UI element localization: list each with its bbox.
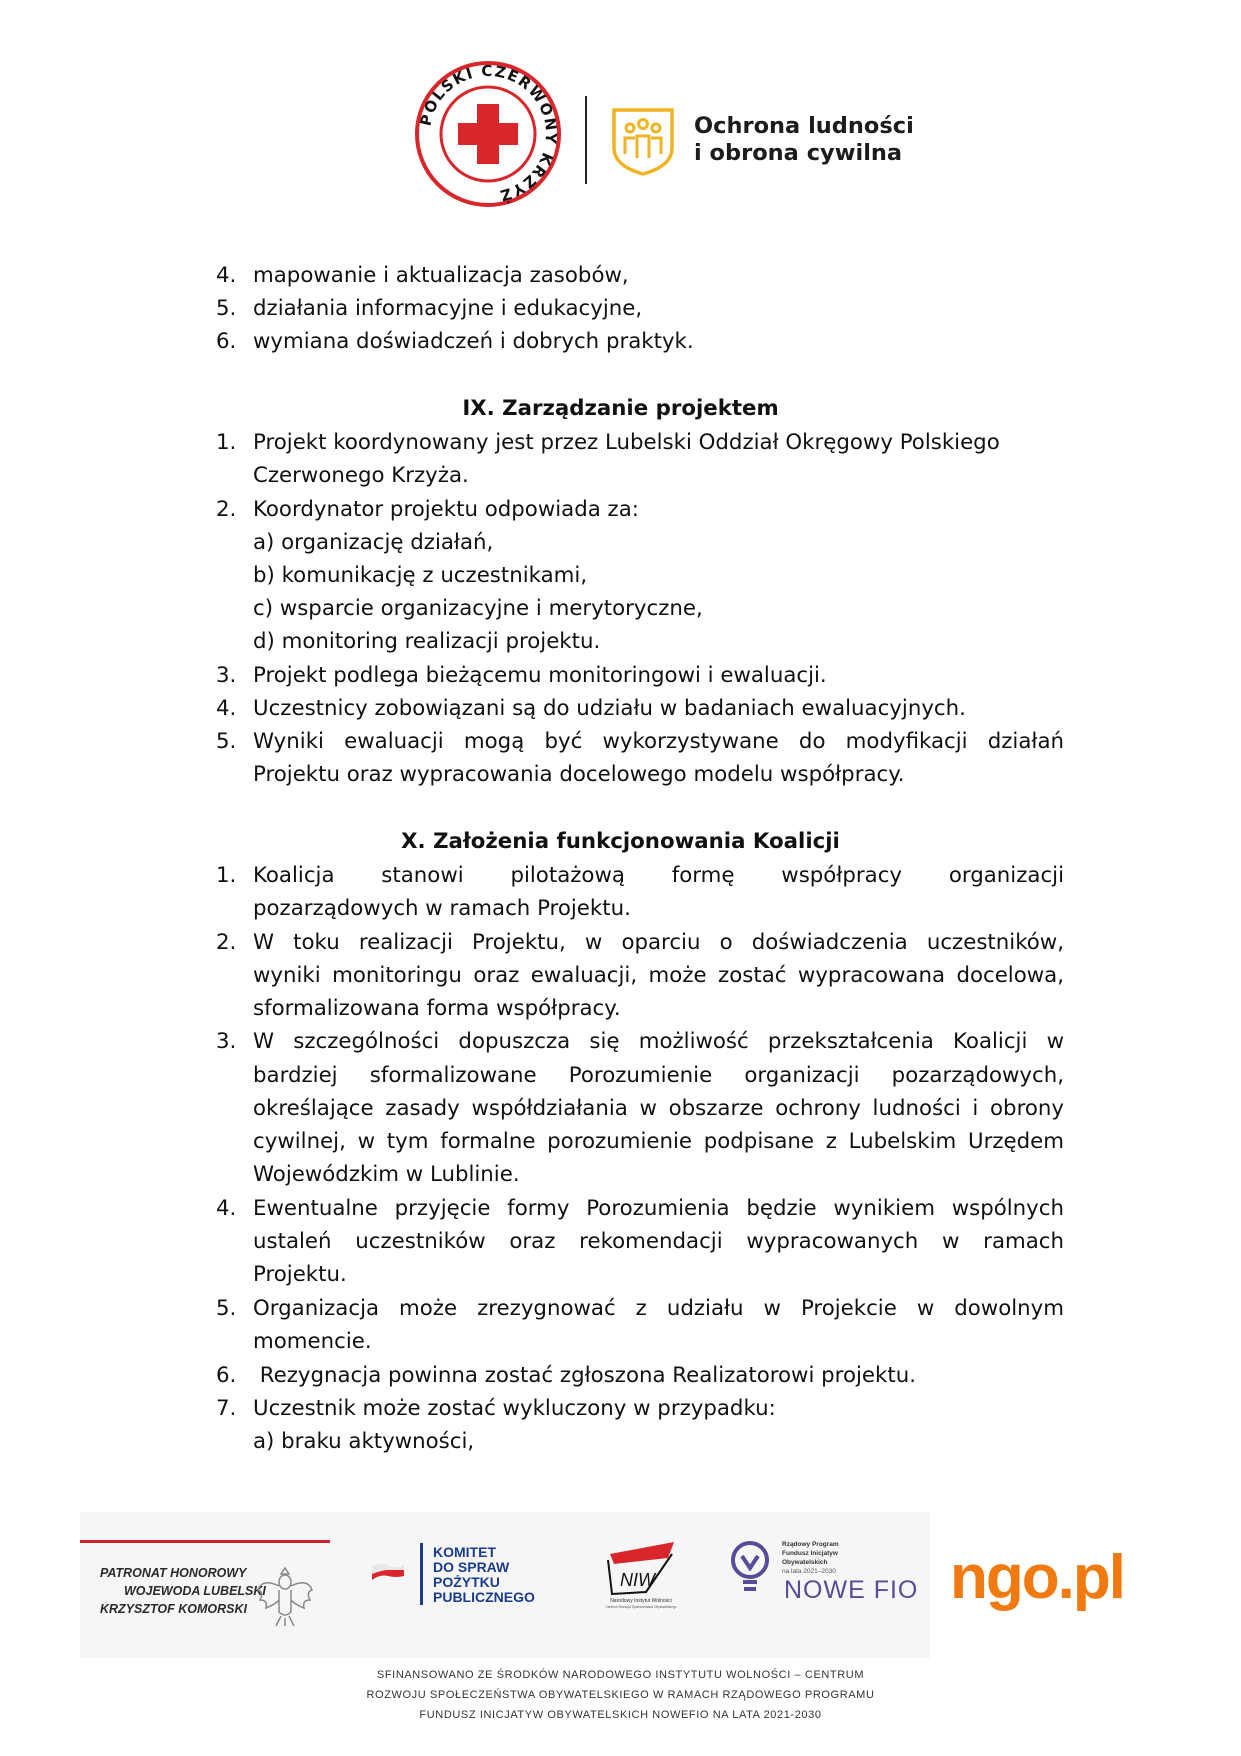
section-heading: IX. Zarządzanie projektem [462, 396, 779, 421]
komitet-line3: POŻYTKU [433, 1574, 500, 1590]
list-item-text: wymiana doświadczeń i dobrych praktyk. [253, 329, 694, 354]
fio-caption-line3: Obywatelskich [782, 1559, 828, 1566]
list-item-text: Koalicja stanowi pilotażową formę współpracy organizacji [253, 863, 1064, 888]
list-item-text: pozarządowych w ramach Projektu. [253, 896, 631, 921]
list-item-text: Wyniki ewaluacji mogą być wykorzystywane do modyfikacji działań [253, 729, 1064, 754]
lightbulb-icon [728, 1540, 772, 1598]
funding-note-line3: FUNDUSZ INICJATYW OBYWATELSKICH NOWEFIO NA LATA 2021-2030 [419, 1709, 822, 1721]
header-divider [585, 96, 587, 184]
list-number: 7. [216, 1396, 237, 1421]
komitet-line1: KOMITET [433, 1544, 496, 1560]
niw-caption-line2: Centrum Rozwoju Społeczeństwa Obywatelskiego [605, 1605, 677, 1609]
list-item-text: Wojewódzkim w Lublinie. [253, 1162, 520, 1187]
pck-ring-text: POLSKI CZERWONY KRZYŻ [416, 61, 561, 205]
patronat-line1: PATRONAT HONOROWY [100, 1566, 247, 1580]
section-heading: X. Założenia funkcjonowania Koalicji [401, 829, 840, 854]
sub-item-text: b) komunikację z uczestnikami, [253, 563, 588, 588]
funding-note-line2: ROZWOJU SPOŁECZEŃSTWA OBYWATELSKIEGO W RAMACH RZĄDOWEGO PROGRAMU [366, 1689, 875, 1701]
list-item-text: Uczestnik może zostać wykluczony w przypadku: [253, 1396, 776, 1421]
polish-red-cross-logo [414, 60, 562, 208]
sub-item-text: a) organizację działań, [253, 530, 494, 555]
list-item-text: cywilnej, w tym formalne porozumienie podpisane z Lubelskim Urzędem [253, 1129, 1064, 1154]
list-item-text: ustaleń uczestników oraz rekomendacji wypracowanych w ramach [253, 1229, 1064, 1254]
list-item-text: Koordynator projektu odpowiada za: [253, 497, 639, 522]
sub-item-text: d) monitoring realizacji projektu. [253, 629, 601, 654]
list-item-text: Czerwonego Krzyża. [253, 463, 469, 488]
niw-caption-line1: Narodowy Instytut Wolności [610, 1598, 672, 1604]
list-number: 2. [216, 497, 237, 522]
list-item-text: W toku realizacji Projektu, w oparciu o doświadczenia uczestników, [253, 930, 1064, 955]
patronat-line3: KRZYSZTOF KOMORSKI [100, 1602, 247, 1616]
list-item-text: Projektu. [253, 1262, 347, 1287]
list-number: 1. [216, 863, 237, 888]
civil-protection-title-line1: Ochrona ludności [694, 113, 914, 139]
list-number: 1. [216, 430, 237, 455]
list-item-text: bardziej sformalizowane Porozumienie organizacji pozarządowych, [253, 1063, 1064, 1088]
civil-protection-title-line2: i obrona cywilna [694, 140, 903, 166]
list-number: 2. [216, 930, 237, 955]
list-number: 6. [216, 1363, 237, 1388]
list-number: 5. [216, 729, 237, 754]
list-number: 4. [216, 696, 237, 721]
list-item-text: Projektu oraz wypracowania docelowego modelu współpracy. [253, 762, 905, 787]
list-item-text: wyniki monitoringu oraz ewaluacji, może zostać wypracowana docelowa, [253, 963, 1064, 988]
funding-note-line1: SFINANSOWANO ZE ŚRODKÓW NARODOWEGO INSTYTUTU WOLNOŚCI – CENTRUM [376, 1669, 865, 1681]
fio-caption-line1: Rządowy Program [782, 1541, 839, 1548]
civil-protection-title [694, 113, 914, 167]
niw-logo-text: NIW [620, 1570, 655, 1590]
list-number: 4. [216, 1196, 237, 1221]
patronat-rule [80, 1540, 330, 1543]
list-item-text: Organizacja może zrezygnować z udziału w Projekcie w dowolnym [253, 1296, 1064, 1321]
nowe-fio-logo-text: NOWE FIO [784, 1576, 919, 1604]
list-number: 6. [216, 329, 237, 354]
list-number: 3. [216, 663, 237, 688]
list-item-text: działania informacyjne i edukacyjne, [253, 296, 643, 321]
ngo-pl-logo: ngo.pl [950, 1543, 1124, 1612]
list-item-text: momencie. [253, 1329, 372, 1354]
komitet-line4: PUBLICZNEGO [433, 1589, 535, 1605]
eagle-emblem-icon [254, 1560, 316, 1630]
fio-caption-line4: na lata 2021–2030 [782, 1568, 836, 1575]
list-number: 4. [216, 263, 237, 288]
komitet-bar [420, 1543, 423, 1605]
patronat-line2: WOJEWODA LUBELSKI [124, 1584, 266, 1598]
civil-protection-icon [610, 104, 676, 176]
list-item-text: Uczestnicy zobowiązani są do udziału w badaniach ewaluacyjnych. [253, 696, 966, 721]
list-item-text: Rezygnacja powinna zostać zgłoszona Realizatorowi projektu. [253, 1363, 916, 1388]
list-item-text: mapowanie i aktualizacja zasobów, [253, 263, 629, 288]
list-item-text: Projekt podlega bieżącemu monitoringowi i ewaluacji. [253, 663, 827, 688]
niw-logo [598, 1540, 684, 1610]
list-item-text: W szczególności dopuszcza się możliwość przekształcenia Koalicji w [253, 1029, 1064, 1054]
list-item-text: sformalizowana forma współpracy. [253, 996, 621, 1021]
polish-flag-icon [370, 1560, 406, 1582]
komitet-line2: DO SPRAW [433, 1559, 510, 1575]
sub-item-text: c) wsparcie organizacyjne i merytoryczne, [253, 596, 703, 621]
fio-caption-line2: Fundusz Inicjatyw [782, 1550, 838, 1557]
list-number: 5. [216, 1296, 237, 1321]
list-item-text: Projekt koordynowany jest przez Lubelski Oddział Okręgowy Polskiego [253, 430, 1000, 455]
list-item-text: Ewentualne przyjęcie formy Porozumienia będzie wynikiem wspólnych [253, 1196, 1064, 1221]
sub-item-text: a) braku aktywności, [253, 1429, 475, 1454]
list-number: 3. [216, 1029, 237, 1054]
list-number: 5. [216, 296, 237, 321]
list-item-text: określające zasady współdziałania w obszarze ochrony ludności i obrony [253, 1096, 1064, 1121]
